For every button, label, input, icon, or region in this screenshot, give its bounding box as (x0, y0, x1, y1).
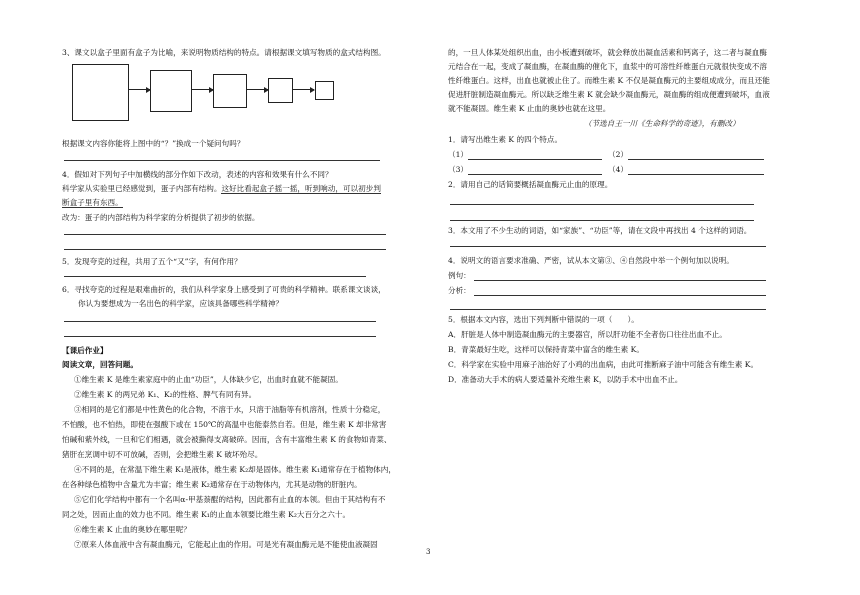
sentence-underlined-cont: 断盒子里有东西。 (62, 198, 123, 207)
example-label: 例句： (448, 271, 471, 280)
paragraph-7-cont: 性纤维蛋白。这样，出血也就被止住了。而维生素 K 不仅是凝血酶元的主要组成成分，而且还能 (448, 76, 770, 85)
answer-line[interactable] (450, 220, 754, 221)
paragraph-3-cont: 怕碱和紫外线，一旦和它们相遇，就会被撕得支离破碎。因而，含有丰富维生素 K 的食物如青菜、 (62, 435, 392, 444)
diagram-box-5 (315, 81, 334, 100)
question-4-prompt: 4．假如对下列句子中加横线的部分作如下改动，表述的内容和效果有什么不同？ (62, 170, 333, 179)
page-number: 3 (426, 548, 431, 556)
paragraph-6: ⑥维生素 K 止血的奥妙在哪里呢？ (74, 525, 191, 534)
answer-label-1: （1） (448, 150, 469, 159)
paragraph-1: ①维生素 K 是维生素家庭中的止血“功臣”，人体缺少它，出血时血就不能凝固。 (74, 375, 343, 384)
answer-line[interactable] (64, 276, 366, 277)
question-5: 5．发现夸克的过程，共用了五个“又”字，有何作用？ (62, 257, 242, 266)
paragraph-5: ⑤它们化学结构中都有一个名叫α-甲基萘醌的结构，因此都有止血的本领。但由于其结构有不 (74, 495, 386, 504)
question-4-sentence-cont (62, 198, 123, 208)
question-4-change: 改为：蛋子的内部结构为科学家的分析提供了初步的依据。 (62, 213, 260, 222)
answer-line[interactable] (474, 295, 766, 296)
answer-line[interactable] (628, 159, 764, 160)
paragraph-7-cont: 的，一旦人体某处组织出血，由小板遭到破坏，就会释放出凝血活素和钙离子，这二者与凝血酶 (448, 48, 767, 57)
diagram-arrow-4 (292, 89, 314, 90)
answer-line[interactable] (64, 321, 376, 322)
reading-title: 阅读文章，回答问题。 (62, 360, 138, 369)
sentence-plain: 科学家从实验里已经感觉到，蛋子内部有结构。 (62, 184, 222, 193)
answer-line[interactable] (64, 336, 376, 337)
question-6-line2: 你认为要想成为一名出色的科学家，应该具备哪些科学精神？ (78, 299, 284, 308)
option-d[interactable]: D．准备动大手术的病人要适量补充维生素 K，以防手术中出血不止。 (448, 375, 683, 384)
right-question-5: 5．根据本文内容，选出下列判断中错误的一项（ ）。 (448, 315, 639, 324)
answer-line[interactable] (474, 280, 766, 281)
paragraph-3-cont: 不怕酸，也不怕热，即使在强酸下或在 150℃的高温中也能泰然自若。但是，维生素 K 却非常害 (62, 420, 387, 429)
diagram-arrow-3 (246, 89, 268, 90)
option-b[interactable]: B．青菜最好生吃，这样可以保持青菜中富含的维生素 K。 (448, 345, 644, 354)
answer-label-2: （2） (608, 150, 629, 159)
paragraph-4: ④不同的是，在常温下维生素 K₁是液体，维生素 K₂却是固体。维生素 K₁通常存在于植物体内， (74, 465, 396, 474)
paragraph-3-cont: 猪肝在烹调中切不可放碱，否则，会把维生素 K 破坏殆尽。 (62, 450, 263, 459)
diagram-box-3 (213, 74, 247, 108)
answer-line[interactable] (450, 309, 766, 310)
answer-line[interactable] (64, 249, 386, 250)
diagram-arrow-1 (128, 89, 150, 90)
right-question-1: 1．请写出维生素 K 的四个特点。 (448, 135, 563, 144)
answer-line[interactable] (450, 246, 766, 247)
answer-label-3: （3） (448, 165, 469, 174)
option-c[interactable]: C．科学家在实验中用麻子油治好了小鸡的出血病，由此可推断麻子油中可能含有维生素 K。 (448, 360, 759, 369)
right-question-2: 2．请用自己的话简要概括凝血酶元止血的原理。 (448, 180, 613, 189)
diagram-arrow-2 (191, 89, 213, 90)
question-4-sentence (62, 184, 381, 194)
paragraph-7-cont: 促进肝脏制造凝血酶元。所以缺乏维生素 K 就会缺少凝血酶元，凝血酶的组成便遭到破坏，血液 (448, 90, 770, 99)
paragraph-7: ⑦原来人体血液中含有凝血酶元，它能起止血的作用。可是光有凝血酶元是不能使血液凝固 (74, 540, 378, 549)
paragraph-2: ②维生素 K 的两兄弟 K₁、K₂的性格、脾气有同有异。 (74, 390, 257, 399)
paragraph-7-cont: 就不能凝固。维生素 K 止血的奥妙也就在这里。 (448, 104, 611, 113)
right-question-3: 3．本文用了不少生动的词语，如“家族”、“功臣”等，请在文段中再找出 4 个这样的词语。 (448, 226, 752, 235)
paragraph-4-cont: 在各种绿色植物中含量尤为丰富；维生素 K₂通常存在于动物体内，尤其是动物的肝脏内。 (62, 480, 362, 489)
answer-line[interactable] (468, 174, 602, 175)
question-3-prompt: 3、课文以盒子里面有盒子为比喻，来说明物质结构的特点。请根据课文填写物质的盒式结构图。 (62, 48, 386, 57)
question-6-line1: 6．寻找夸克的过程是艰难曲折的，我们从科学家身上感受到了可贵的科学精神。联系课文谈谈， (62, 285, 386, 294)
answer-line[interactable] (450, 204, 754, 205)
answer-line[interactable] (468, 159, 602, 160)
right-question-4: 4．说明文的语言要求准确、严密，试从本文第③、④自然段中举一个例句加以说明。 (448, 256, 734, 265)
sentence-underlined: 这好比看起盒子摇一摇，听到响动，可以初步判 (221, 184, 381, 193)
answer-line[interactable] (628, 174, 764, 175)
diagram-box-1 (72, 64, 129, 121)
diagram-box-4 (268, 78, 293, 103)
option-a[interactable]: A．肝脏是人体中制造凝血酶元的主要器官，所以肝功能不全者伤口往往出血不止。 (448, 330, 727, 339)
paragraph-5-cont: 同之处，因而止血的效力也不同。维生素 K₁的止血本领要比维生素 K₂大百分之六十。 (62, 510, 351, 519)
analysis-label: 分析： (448, 286, 471, 295)
answer-line[interactable] (64, 234, 386, 235)
answer-label-4: （4） (608, 165, 629, 174)
diagram-box-2 (150, 70, 192, 112)
answer-line[interactable] (64, 160, 380, 161)
homework-title: 【课后作业】 (62, 346, 108, 355)
source-citation: （节选自王一川《生命科学的奇迹》，有删改） (584, 119, 740, 128)
question-3-sub: 根据课文内容你能将上图中的“？”换成一个疑问句吗？ (62, 139, 245, 148)
paragraph-7-cont: 元结合在一起，变成了凝血酶，在凝血酶的催化下，血浆中的可溶性纤维蛋白元就很快变成不溶 (448, 62, 767, 71)
paragraph-3: ③相同的是它们都是中性黄色的化合物，不溶于水，只溶于油脂等有机溶剂，性质十分稳定， (74, 405, 386, 414)
